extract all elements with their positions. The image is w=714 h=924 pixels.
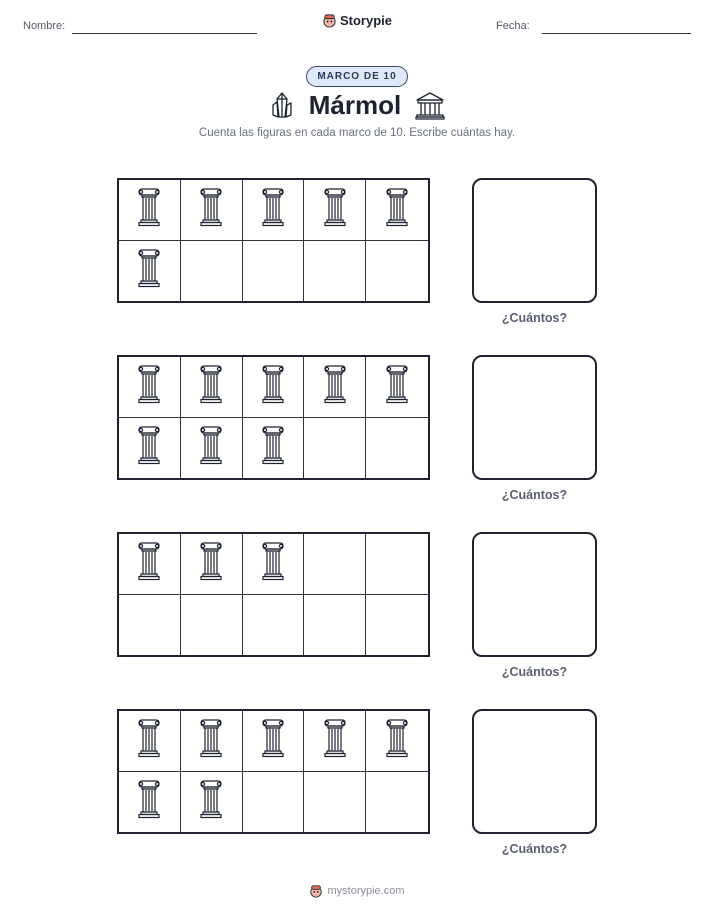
frame-cell — [181, 180, 243, 241]
date-line[interactable] — [542, 33, 691, 34]
column-icon — [136, 779, 162, 824]
column-icon — [198, 718, 224, 763]
frame-cell — [304, 180, 366, 241]
frame-cell — [243, 418, 305, 479]
column-icon — [198, 364, 224, 409]
frame-cell — [366, 418, 428, 479]
column-icon — [198, 425, 224, 470]
column-icon — [136, 248, 162, 293]
answer-box[interactable] — [472, 709, 597, 834]
frame-cell — [243, 595, 305, 656]
question-label: ¿Cuántos? — [501, 842, 568, 856]
frame-cell — [119, 241, 181, 302]
column-icon — [260, 187, 286, 232]
frame-cell — [243, 772, 305, 833]
question-label: ¿Cuántos? — [501, 311, 568, 325]
name-line[interactable] — [72, 33, 257, 34]
footer — [0, 884, 714, 898]
column-icon — [198, 779, 224, 824]
greek-temple-icon — [415, 91, 445, 121]
answer-box[interactable] — [472, 355, 597, 480]
column-icon — [198, 187, 224, 232]
footer-url[interactable]: mystorypie.com — [327, 885, 405, 897]
column-icon — [322, 187, 348, 232]
frame-cell — [181, 241, 243, 302]
column-icon — [260, 718, 286, 763]
brand-name: Storypie — [339, 13, 392, 28]
page-title: Mármol — [308, 90, 402, 120]
answer-box[interactable] — [472, 532, 597, 657]
frame-cell — [181, 772, 243, 833]
frame-cell — [366, 534, 428, 595]
frame-cell — [119, 418, 181, 479]
storypie-mascot-icon — [309, 884, 323, 898]
frame-cell — [181, 418, 243, 479]
frame-cell — [366, 711, 428, 772]
brand-logo — [0, 13, 714, 33]
name-label: Nombre: — [23, 20, 66, 32]
ten-frame — [117, 355, 430, 480]
instructions: Cuenta las figuras en cada marco de 10. Escribe cuántas hay. — [198, 127, 516, 139]
question-label: ¿Cuántos? — [501, 665, 568, 679]
frame-cell — [243, 180, 305, 241]
answer-box[interactable] — [472, 178, 597, 303]
frame-cell — [181, 595, 243, 656]
question-label: ¿Cuántos? — [501, 488, 568, 502]
ten-frame — [117, 178, 430, 303]
column-icon — [384, 718, 410, 763]
frame-cell — [304, 357, 366, 418]
frame-cell — [119, 595, 181, 656]
badge-wrap — [0, 66, 714, 87]
frame-cell — [119, 711, 181, 772]
column-icon — [198, 541, 224, 586]
frame-cell — [366, 772, 428, 833]
column-icon — [384, 364, 410, 409]
frame-cell — [304, 595, 366, 656]
column-icon — [260, 541, 286, 586]
ten-frame — [117, 709, 430, 834]
column-icon — [136, 541, 162, 586]
frame-cell — [119, 180, 181, 241]
frame-cell — [243, 241, 305, 302]
frame-cell — [366, 357, 428, 418]
frame-cell — [243, 534, 305, 595]
column-icon — [136, 187, 162, 232]
column-icon — [136, 718, 162, 763]
column-icon — [136, 364, 162, 409]
frame-cell — [304, 772, 366, 833]
frame-cell — [119, 357, 181, 418]
storypie-mascot-icon — [322, 13, 337, 28]
frame-cell — [119, 772, 181, 833]
frame-cell — [243, 357, 305, 418]
column-icon — [260, 364, 286, 409]
frame-cell — [304, 534, 366, 595]
worksheet-badge: MARCO DE 10 — [306, 66, 407, 87]
frame-cell — [119, 534, 181, 595]
frame-cell — [181, 357, 243, 418]
frame-cell — [181, 534, 243, 595]
column-icon — [260, 425, 286, 470]
column-icon — [322, 364, 348, 409]
frame-cell — [366, 595, 428, 656]
frame-cell — [243, 711, 305, 772]
column-icon — [322, 718, 348, 763]
crystal-icon — [269, 91, 295, 121]
frame-cell — [304, 711, 366, 772]
frame-cell — [304, 241, 366, 302]
column-icon — [384, 187, 410, 232]
title-row — [0, 90, 714, 121]
column-icon — [136, 425, 162, 470]
frame-cell — [366, 180, 428, 241]
frame-cell — [304, 418, 366, 479]
date-label: Fecha: — [496, 20, 530, 32]
frame-cell — [366, 241, 428, 302]
frame-cell — [181, 711, 243, 772]
ten-frame — [117, 532, 430, 657]
